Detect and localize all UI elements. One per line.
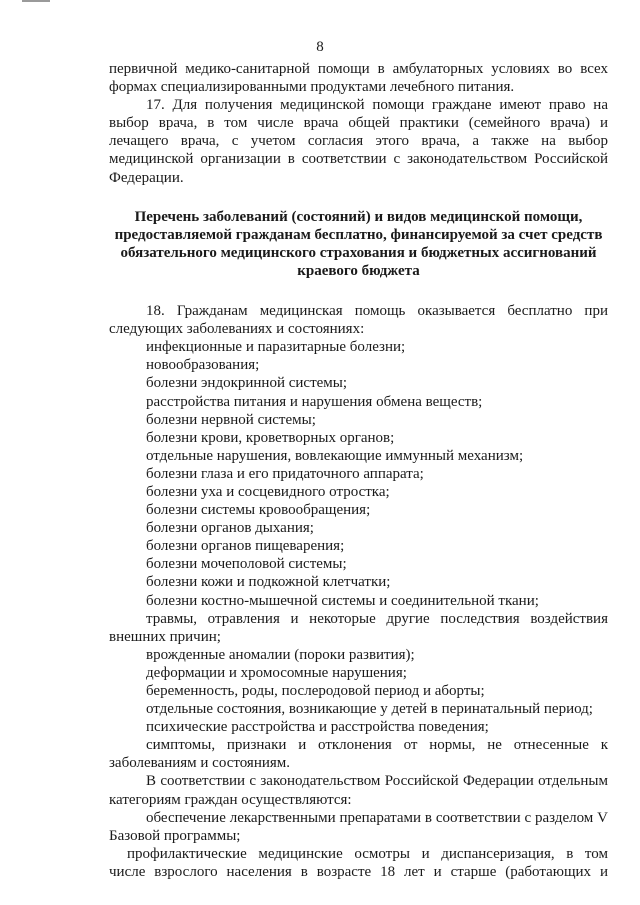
symptoms-line-2: заболеваниям и состояниям.: [109, 755, 291, 772]
condition-item: деформации и хромосомные нарушения;: [146, 664, 407, 681]
disease-item: болезни мочеполовой системы;: [146, 556, 347, 573]
item17-line-5: Федерации.: [109, 169, 184, 186]
drugs-line-1: обеспечение лекарственными препаратами в соответствии с разделом V: [146, 809, 608, 826]
disease-item: болезни нервной системы;: [146, 411, 316, 428]
drugs-line-2: Базовой программы;: [109, 827, 241, 844]
item18-line-1: 18. Гражданам медицинская помощь оказывается бесплатно при: [146, 303, 608, 320]
disease-item: болезни глаза и его придаточного аппарата;: [146, 465, 424, 482]
section-heading-line-2: предоставляемой гражданам бесплатно, финансируемой за счет средств: [114, 226, 603, 243]
disease-item: расстройства питания и нарушения обмена веществ;: [146, 393, 483, 410]
exams-line-1: профилактические медицинские осмотры и диспансеризация, в том: [127, 845, 608, 862]
disease-item: болезни эндокринной системы;: [146, 375, 348, 392]
disease-item: болезни уха и сосцевидного отростка;: [146, 483, 390, 500]
section-heading-line-1: Перечень заболеваний (состояний) и видов медицинской помощи,: [134, 208, 583, 225]
section-heading-line-4: краевого бюджета: [297, 262, 420, 279]
condition-item: врожденные аномалии (пороки развития);: [146, 646, 415, 663]
disease-item: болезни костно-мышечной системы и соединительной ткани;: [146, 592, 539, 609]
exams-line-2: числе взрослого населения в возрасте 18 лет и старше (работающих и: [109, 863, 608, 880]
disease-item: болезни системы кровообращения;: [146, 502, 371, 519]
document-body: [109, 60, 608, 881]
condition-item: беременность, роды, послеродовой период и аборты;: [146, 683, 485, 699]
law-line-2: категориям граждан осуществляются:: [109, 791, 352, 808]
section-heading-line-3: обязательного медицинского страхования и бюджетных ассигнований: [120, 244, 597, 261]
disease-item: новообразования;: [146, 357, 260, 374]
intro-line-2: формах специализированными продуктами лечебного питания.: [109, 79, 515, 96]
spacer: [109, 280, 608, 302]
item17-line-2: выбор врача, в том числе врача общей практики (семейного врача) и: [109, 115, 608, 132]
scan-corner-mark: [22, 0, 50, 2]
disease-item: болезни крови, кроветворных органов;: [146, 429, 395, 446]
page-number: 8: [316, 39, 324, 55]
disease-item: болезни кожи и подкожной клетчатки;: [146, 574, 391, 591]
item18-line-2: следующих заболеваниях и состояниях:: [109, 321, 365, 338]
condition-item: психические расстройства и расстройства поведения;: [146, 719, 489, 736]
disease-item: отдельные нарушения, вовлекающие иммунный механизм;: [146, 447, 524, 464]
condition-item: отдельные состояния, возникающие у детей в перинатальный период;: [146, 701, 593, 718]
intro-line-1: первичной медико-санитарной помощи в амбулаторных условиях во всех: [109, 61, 608, 77]
item17-line-4: медицинской организации в соответствии с законодательством Российской: [109, 151, 608, 168]
symptoms-line-1: симптомы, признаки и отклонения от нормы, не отнесенные к: [146, 737, 608, 754]
spacer: [109, 187, 608, 208]
disease-item: инфекционные и паразитарные болезни;: [146, 339, 406, 356]
disease-item: болезни органов дыхания;: [146, 520, 314, 537]
law-line-1: В соответствии с законодательством Российской Федерации отдельным: [146, 773, 608, 790]
item17-line-1: 17. Для получения медицинской помощи граждане имеют право на: [146, 97, 608, 114]
item17-line-3: лечащего врача, с учетом согласия этого врача, а также на выбор: [109, 133, 608, 150]
trauma-line-1: травмы, отравления и некоторые другие последствия воздействия: [146, 610, 608, 627]
trauma-line-2: внешних причин;: [109, 628, 221, 645]
disease-item: болезни органов пищеварения;: [146, 538, 345, 555]
